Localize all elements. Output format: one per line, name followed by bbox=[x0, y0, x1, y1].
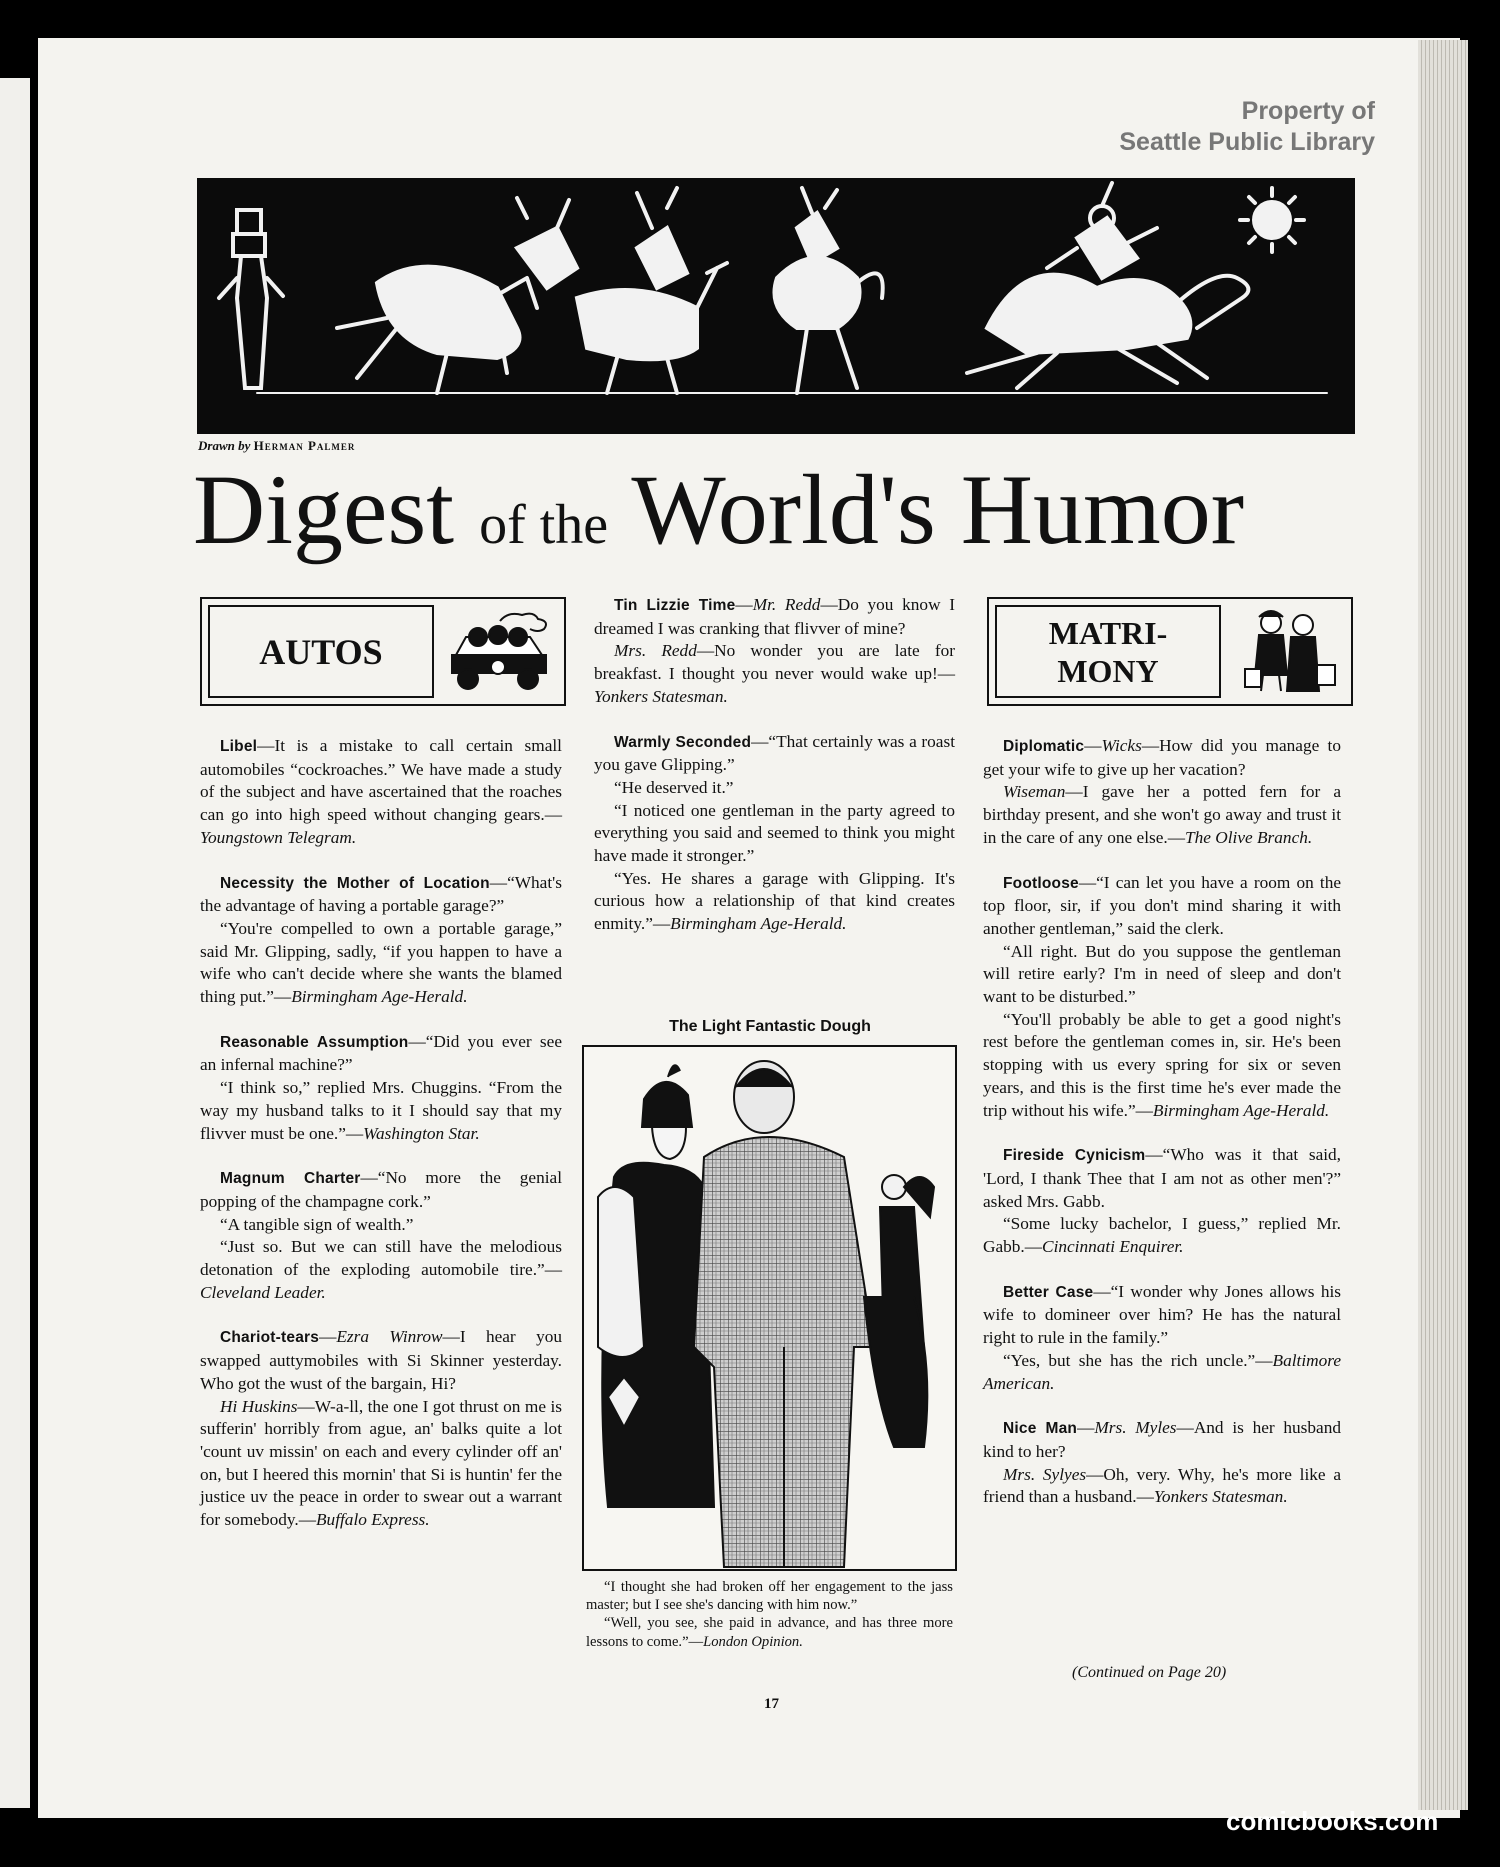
joke-text: —How did you manage to get your wife to give up her vacation? bbox=[983, 736, 1341, 779]
joke-headline: Better Case bbox=[1003, 1283, 1094, 1301]
joke-paragraph bbox=[983, 1281, 1341, 1350]
speaker-name: Hi Huskins bbox=[220, 1396, 298, 1416]
joke-text: “Some lucky bachelor, I guess,” replied Mr. Gabb.— bbox=[983, 1214, 1341, 1257]
illustration-credit: Drawn by Herman Palmer bbox=[198, 438, 356, 453]
joke-text: — bbox=[735, 595, 753, 614]
source-credit: Washington Star. bbox=[363, 1123, 480, 1143]
joke-headline: Reasonable Assumption bbox=[220, 1033, 409, 1051]
joke-text: —“That certainly was a roast you gave Glipping.” bbox=[594, 731, 955, 775]
joke-paragraph bbox=[200, 1214, 562, 1237]
joke-text: — bbox=[1084, 736, 1102, 755]
joke-paragraph bbox=[983, 872, 1341, 941]
column-matrimony bbox=[983, 735, 1341, 1509]
joke-text: —W-a-ll, the one I got thrust on me is sufferin' horribly from ague, an' balks quite a lot 'count uv missin' on each and every cylinder off an' on, but I heered this mornin' that Si is huntin' fer the justice uv the peace in order to swear out a warrant for somebody.— bbox=[200, 1396, 562, 1530]
joke-text: — bbox=[319, 1327, 337, 1347]
joke-paragraph bbox=[594, 594, 955, 640]
joke-headline: Necessity the Mother of Location bbox=[220, 874, 490, 892]
speaker-name: Mrs. Sylyes bbox=[1003, 1464, 1087, 1484]
joke-paragraph bbox=[983, 781, 1341, 849]
joke-text: —“I wonder why Jones allows his wife to domineer over him? He has the natural right to rule in the family.” bbox=[983, 1281, 1341, 1348]
continued-note: (Continued on Page 20) bbox=[1072, 1664, 1227, 1681]
autos-section-header bbox=[200, 597, 566, 706]
joke-paragraph bbox=[983, 941, 1341, 1009]
joke-text: —“What's the advantage of having a portable garage?” bbox=[200, 872, 562, 916]
joke-text: —“I can let you have a room on the top floor, sir, if you don't mind sharing it with another gentleman,” said the clerk. bbox=[983, 872, 1341, 938]
joke-paragraph bbox=[594, 800, 955, 868]
joke-headline: Warmly Seconded bbox=[614, 733, 752, 751]
joke-headline: Tin Lizzie Time bbox=[614, 597, 736, 614]
joke-paragraph bbox=[983, 735, 1341, 781]
joke-text: “You're compelled to own a portable garage,” said Mr. Glipping, sadly, “if you happen to have a wife who can't decide where she wants the blamed thing put.”— bbox=[200, 918, 562, 1007]
site-watermark: comicbooks.com bbox=[1226, 1806, 1439, 1836]
joke-headline: Diplomatic bbox=[1003, 738, 1085, 755]
joke-text: “He deserved it.” bbox=[614, 777, 734, 797]
page-title: Digest of the World's Humor bbox=[193, 454, 1245, 565]
caravan-drawing-icon bbox=[197, 178, 1355, 434]
speaker-name: Ezra Winrow bbox=[336, 1327, 443, 1347]
joke-paragraph bbox=[983, 1144, 1341, 1213]
source-credit: Yonkers Statesman. bbox=[1153, 1487, 1288, 1507]
joke-text: —No wonder you are late for breakfast. I thought you never would wake up!— bbox=[594, 641, 955, 684]
joke-paragraph bbox=[200, 1077, 562, 1145]
column-middle bbox=[594, 594, 955, 936]
joke-paragraph bbox=[983, 1417, 1341, 1463]
joke-text: “I think so,” replied Mrs. Chuggins. “From the way my husband talks to it I should say that my flivver must be one.”— bbox=[200, 1078, 562, 1143]
column-autos bbox=[200, 735, 562, 1532]
joke-paragraph bbox=[200, 872, 562, 918]
joke-text: “A tangible sign of wealth.” bbox=[220, 1214, 414, 1234]
source-credit: Cleveland Leader. bbox=[200, 1282, 326, 1302]
joke-text: “Just so. But we can still have the melodious detonation of the exploding automobile tire.”— bbox=[200, 1237, 562, 1280]
joke-headline: Nice Man bbox=[1003, 1420, 1078, 1438]
car-icon bbox=[442, 607, 554, 693]
joke-headline: Fireside Cynicism bbox=[1003, 1147, 1146, 1165]
matrimony-label: MATRI- MONY bbox=[995, 605, 1221, 698]
banner-illustration bbox=[197, 178, 1355, 434]
cartoon-title: The Light Fantastic Dough bbox=[669, 1018, 871, 1035]
joke-text: —I hear you swapped auttymobiles with Si Skinner yesterday. Who got the wust of the bargain, Hi? bbox=[200, 1327, 562, 1393]
joke-paragraph bbox=[200, 1326, 562, 1395]
joke-text: “Yes. He shares a garage with Glipping. It's curious how a relationship of that kind creates enmity.”— bbox=[594, 868, 955, 934]
page-stack-edge bbox=[1418, 40, 1468, 1810]
source-credit: Buffalo Express. bbox=[316, 1510, 430, 1530]
joke-text: “You'll probably be able to get a good night's rest before the gentleman comes in, sir. He's been stopping with us every spring for six or seven years, and this is the first time he's ever made the trip without his wife.”— bbox=[983, 1009, 1341, 1120]
source-credit: Birmingham Age-Herald. bbox=[291, 987, 468, 1007]
speaker-name: Mrs. Myles bbox=[1094, 1418, 1177, 1438]
speaker-name: Mrs. Redd bbox=[614, 641, 697, 661]
joke-text: —I gave her a potted fern for a birthday present, and she won't go away and trust it in the care of any one else.— bbox=[983, 782, 1341, 847]
joke-text: “Yes, but she has the rich uncle.”— bbox=[1003, 1350, 1273, 1370]
speaker-name: Wicks bbox=[1101, 736, 1142, 755]
speaker-name: Mr. Redd bbox=[752, 595, 821, 614]
source-credit: Youngstown Telegram. bbox=[200, 827, 357, 847]
joke-headline: Footloose bbox=[1003, 874, 1079, 892]
joke-paragraph bbox=[594, 868, 955, 936]
cartoon-illustration bbox=[582, 1045, 957, 1571]
source-credit: Birmingham Age-Herald. bbox=[1152, 1100, 1330, 1120]
autos-label: AUTOS bbox=[208, 605, 434, 698]
joke-paragraph bbox=[200, 1396, 562, 1532]
source-credit: Birmingham Age-Herald. bbox=[670, 914, 847, 934]
left-page-edge bbox=[0, 78, 30, 1808]
joke-text: “I noticed one gentleman in the party agreed to everything you said and seemed to think you might have made it stronger.” bbox=[594, 800, 955, 866]
speaker-name: Wiseman bbox=[1003, 782, 1066, 802]
joke-headline: Chariot-tears bbox=[220, 1329, 320, 1347]
source-credit: Yonkers Statesman. bbox=[594, 686, 728, 706]
joke-headline: Magnum Charter bbox=[220, 1170, 361, 1188]
joke-text: — bbox=[1077, 1418, 1095, 1438]
joke-paragraph bbox=[594, 640, 955, 708]
joke-paragraph bbox=[983, 1464, 1341, 1509]
joke-text: —“No more the genial popping of the champagne cork.” bbox=[200, 1168, 562, 1211]
joke-paragraph bbox=[983, 1009, 1341, 1123]
source-credit: The Olive Branch. bbox=[1185, 827, 1313, 847]
joke-paragraph bbox=[200, 1167, 562, 1213]
joke-text: —“Who was it that said, 'Lord, I thank Thee that I am not as other men'?” asked Mrs. Gabb. bbox=[983, 1145, 1342, 1211]
joke-paragraph bbox=[594, 731, 955, 777]
cartoon-caption: “I thought she had broken off her engagement to the jass master; but I see she's dancing with him now.” “Well, you see, she paid in advance, and has three more lessons to come.”—London Opinion. bbox=[586, 1579, 953, 1650]
joke-paragraph bbox=[983, 1350, 1341, 1395]
joke-paragraph bbox=[983, 1213, 1341, 1258]
joke-text: “All right. But do you suppose the gentleman will retire early? I'm in need of sleep and don't want to be disturbed.” bbox=[983, 941, 1341, 1007]
matrimony-section-header bbox=[987, 597, 1353, 706]
joke-text: —It is a mistake to call certain small automobiles “cockroaches.” We have made a study of the subject and have ascertained that the roaches can go into high speed without changing gears.— bbox=[200, 736, 562, 825]
dancing-couple-drawing-icon bbox=[584, 1047, 955, 1569]
source-credit: Baltimore American. bbox=[983, 1350, 1341, 1393]
joke-text: —“Did you ever see an infernal machine?” bbox=[200, 1031, 562, 1075]
joke-paragraph bbox=[200, 918, 562, 1009]
joke-text: —And is her husband kind to her? bbox=[983, 1418, 1341, 1461]
joke-paragraph bbox=[200, 735, 562, 850]
source-credit: Cincinnati Enquirer. bbox=[1042, 1237, 1184, 1257]
page-number: 17 bbox=[764, 1696, 779, 1712]
joke-paragraph bbox=[200, 1236, 562, 1304]
library-stamp: Property of Seattle Public Library bbox=[1119, 97, 1375, 156]
joke-text: —Oh, very. Why, he's more like a friend than a husband.— bbox=[983, 1464, 1341, 1507]
joke-paragraph bbox=[594, 777, 955, 800]
joke-text: —Do you know I dreamed I was cranking that flivver of mine? bbox=[594, 595, 955, 638]
joke-paragraph bbox=[200, 1031, 562, 1077]
joke-headline: Libel bbox=[220, 738, 258, 755]
couple-icon bbox=[1233, 605, 1341, 695]
